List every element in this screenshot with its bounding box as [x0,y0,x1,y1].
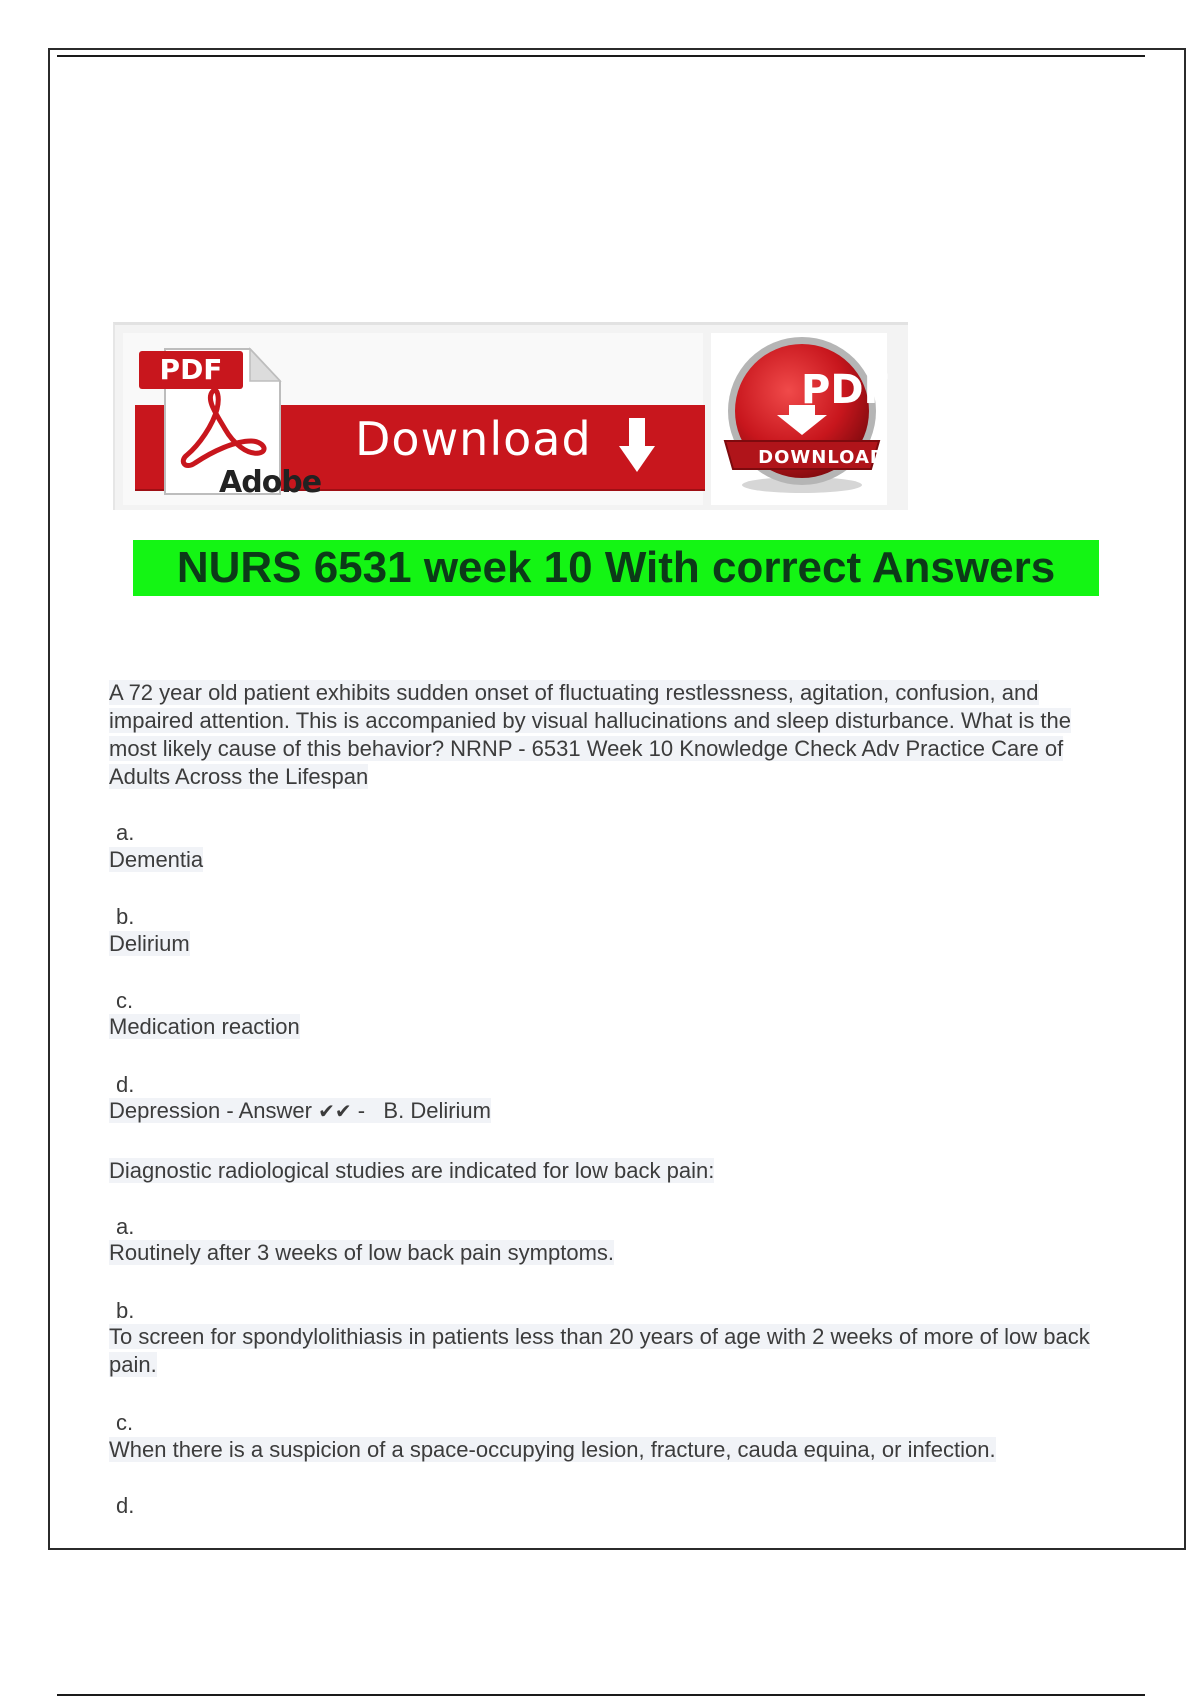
adobe-label: Adobe [219,465,322,500]
download-label: Download [355,412,592,466]
double-check-icon: ✔✔ [318,1099,352,1123]
q1-option-c-text: Medication reaction [109,1014,300,1039]
q2-option-b-letter: b. [116,1298,135,1323]
q1-option-c-letter: c. [116,988,134,1013]
seal-download-label: DOWNLOAD [758,447,886,468]
bottom-rule [57,1694,1145,1696]
answer-dash: - [357,1098,366,1123]
q1-correct-answer: B. Delirium [383,1098,491,1123]
q2-option-c-text: When there is a suspicion of a space-occupying lesion, fracture, cauda equina, or infection. [109,1437,996,1462]
pdf-download-banner[interactable] [113,322,908,510]
seal-pdf-label: PDF [801,367,891,413]
q1-option-a-text: Dementia [109,847,204,872]
question-1-stem: A 72 year old patient exhibits sudden onset of fluctuating restlessness, agitation, confusion, and impaired attention. This is accompanied by visual hallucinations and sleep disturbance. What is the most likely cause of this behavior? NRNP - 6531 Week 10 Knowledge Check Adv Practice Care of Adults Across the Lifespan [109,680,1072,789]
pdf-badge: PDF [139,351,243,389]
q1-option-d-letter: d. [116,1072,135,1097]
q2-option-b-text: To screen for spondylolithiasis in patients less than 20 years of age with 2 weeks of more of low back pain. [109,1324,1090,1377]
q2-option-a-letter: a. [116,1214,135,1239]
q1-option-d-answer-line [109,1097,1119,1125]
pdf-download-seal-icon[interactable] [723,335,881,497]
q1-option-d-text: Depression - Answer [109,1098,312,1123]
q1-option-b-text: Delirium [109,931,190,956]
question-2-stem: Diagnostic radiological studies are indicated for low back pain: [109,1158,715,1183]
q2-option-a-text: Routinely after 3 weeks of low back pain symptoms. [109,1240,615,1265]
page-title: NURS 6531 week 10 With correct Answers [133,540,1099,596]
q2-option-c-letter: c. [116,1410,134,1435]
q1-option-a-letter: a. [116,820,135,845]
arrow-down-icon [617,418,657,474]
q1-option-b-letter: b. [116,904,135,929]
q2-option-d-letter: d. [116,1493,135,1518]
